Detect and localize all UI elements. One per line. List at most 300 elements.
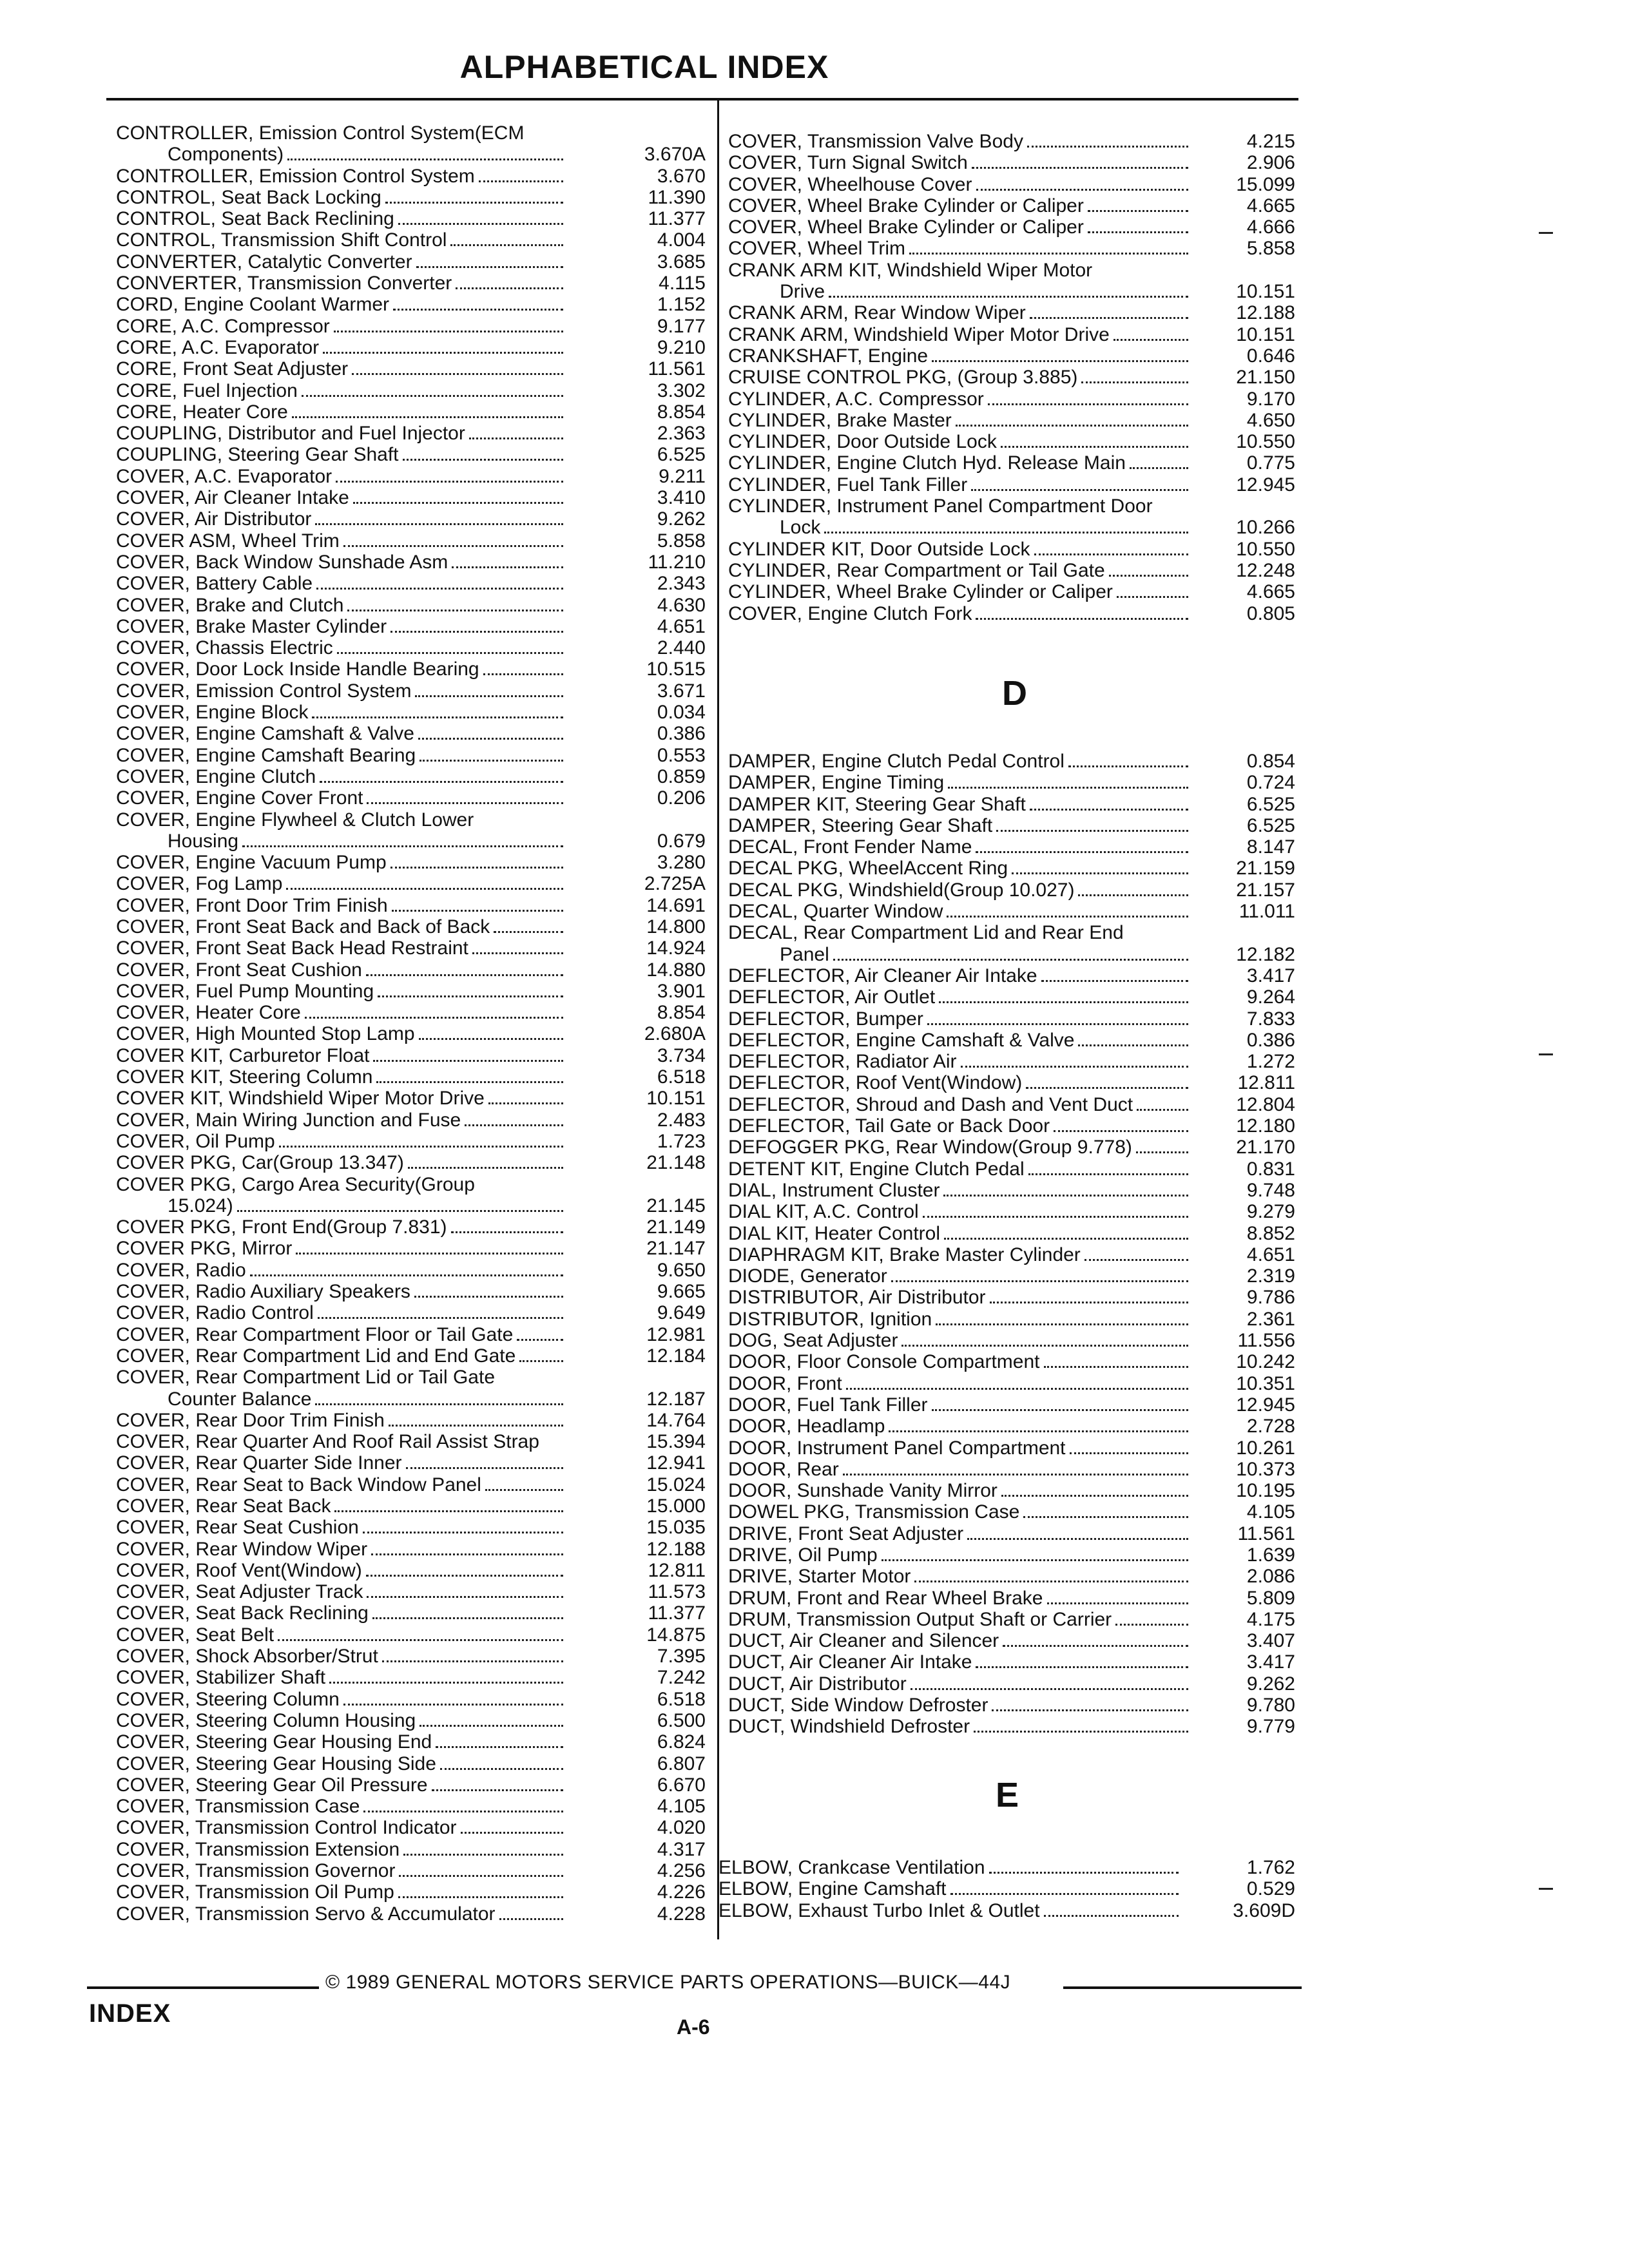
entry-name: DEFOGGER PKG, Rear Window(Group 9.778) [728,1137,1132,1158]
index-entry [116,1624,709,1646]
dot-leader [373,1046,563,1062]
page-reference: 2.361 [1246,1308,1295,1330]
dot-leader [279,1131,563,1148]
dot-leader [312,702,563,718]
page-reference: 11.390 [648,186,706,208]
index-entry [116,1881,709,1903]
index-entry [116,1731,709,1753]
page-reference: 0.859 [657,765,706,787]
entry-name: COVER, Transmission Control Indicator [116,1817,457,1839]
index-entry [116,530,709,552]
index-entry [116,273,709,294]
index-entry [116,1260,709,1281]
dot-leader [318,1303,563,1319]
page-reference: 1.639 [1246,1544,1295,1566]
index-entry [116,1753,709,1774]
dot-leader [367,788,563,804]
index-entry [728,581,1295,602]
entry-name: COVER, Radio [116,1259,246,1281]
page-reference: 10.261 [1236,1437,1295,1459]
entry-name: COVER, Brake Master Cylinder [116,615,387,637]
dot-leader [961,1052,1188,1068]
page-reference: 9.748 [1246,1179,1295,1201]
page-reference: 0.206 [657,787,706,809]
page-reference: 4.630 [657,594,706,616]
page-reference: 11.377 [648,208,706,230]
dot-leader [1115,1610,1188,1626]
dot-leader [976,175,1189,191]
entry-name: COVER, Radio Control [116,1302,314,1324]
page-reference: 9.177 [657,315,706,337]
entry-name: DUCT, Windshield Defroster [728,1716,970,1738]
page-reference: 9.211 [659,465,706,487]
index-entry [116,487,709,508]
index-entry [728,1416,1295,1437]
index-entry [728,367,1295,388]
page-reference: 21.170 [1236,1137,1295,1158]
entry-name: COVER, Transmission Governor [116,1860,396,1882]
page-reference: 5.809 [1246,1587,1295,1609]
dot-leader [1041,966,1188,982]
entry-name: DRIVE, Oil Pump [728,1544,878,1566]
dot-leader [316,573,563,590]
page-reference: 6.525 [1246,814,1295,836]
entry-name: COVER, Transmission Servo & Accumulator [116,1903,496,1925]
index-entry [116,1152,709,1173]
entry-name: DISTRIBUTOR, Air Distributor [728,1287,986,1309]
entry-name-continued: Lock [780,517,821,539]
page-reference: 10.195 [1236,1480,1295,1502]
index-entry [116,1495,709,1517]
dot-leader [389,1410,563,1427]
right-column-e-entries [718,1857,1295,1921]
dot-leader [1047,1588,1189,1604]
page-reference: 12.184 [646,1345,706,1367]
dot-leader [1070,1438,1188,1454]
index-entry [116,1066,709,1088]
index-entry [116,1281,709,1302]
dot-leader [334,1496,563,1512]
entry-name-continued: Counter Balance [168,1388,312,1410]
index-entry [728,751,1295,772]
entry-name: CYLINDER, Rear Compartment or Tail Gate [728,559,1105,581]
index-entry [116,937,709,959]
dot-leader [499,1904,563,1920]
entry-name: DAMPER, Engine Clutch Pedal Control [728,751,1065,772]
dot-leader [237,1196,563,1212]
index-entry [728,1630,1295,1651]
page-reference: 6.525 [1246,793,1295,815]
entry-name: DIODE, Generator [728,1265,887,1287]
entry-name: DEFLECTOR, Roof Vent(Window) [728,1072,1023,1094]
page-reference: 2.725A [644,873,706,895]
page-reference: 0.679 [657,830,706,852]
entry-name: DOG, Seat Adjuster [728,1330,898,1352]
entry-name: DEFLECTOR, Radiator Air [728,1051,957,1073]
dot-leader [242,831,563,847]
page-reference: 11.573 [648,1581,706,1603]
dot-leader [399,1861,563,1877]
entry-name: DEFLECTOR, Air Cleaner Air Intake [728,965,1037,986]
index-entry [116,809,709,852]
entry-name: COVER, Wheel Trim [728,238,906,260]
entry-name: COVER PKG, Car(Group 13.347) [116,1152,404,1174]
dot-leader [517,1325,563,1341]
entry-name: COVER, A.C. Evaporator [116,465,333,487]
index-entry [116,444,709,465]
page-reference: 3.280 [657,852,706,874]
entry-name: DEFLECTOR, Bumper [728,1008,923,1030]
page-reference: 6.670 [657,1774,706,1796]
index-entry [728,1695,1295,1716]
index-entry [116,1602,709,1624]
entry-name: CORE, Fuel Injection [116,380,298,401]
entry-name: COVER, Wheel Brake Cylinder or Caliper [728,195,1084,216]
dot-leader [393,294,563,311]
entry-name: DEFLECTOR, Tail Gate or Back Door [728,1115,1050,1137]
entry-name: COVER, Seat Belt [116,1624,275,1646]
dot-leader [385,187,563,204]
index-entry [728,1673,1295,1695]
page-reference: 9.780 [1246,1695,1295,1716]
entry-name: COVER PKG, Mirror [116,1238,293,1260]
dot-leader [278,1625,563,1641]
dot-leader [1034,539,1188,555]
index-entry [116,1088,709,1109]
dot-leader [944,1224,1188,1240]
index-entry [116,316,709,337]
entry-name: DEFLECTOR, Engine Camshaft & Valve [728,1029,1075,1051]
dot-leader [363,1796,563,1812]
entry-name: COVER, Air Cleaner Intake [116,487,349,509]
entry-name: DECAL, Quarter Window [728,901,943,923]
footer-rule-right [1063,1986,1302,1989]
index-entry [728,1330,1295,1351]
dot-leader [1130,453,1188,469]
entry-name: COVER, High Mounted Stop Lamp [116,1023,415,1045]
dot-leader [948,773,1188,789]
margin-dash [1539,1888,1553,1890]
dot-leader [432,1775,563,1791]
entry-name: COVER, Emission Control System [116,680,412,702]
entry-name-continued: 15.024) [168,1195,233,1216]
page-reference: 21.145 [646,1195,706,1216]
dot-leader [1028,1159,1188,1175]
entry-name: COVER, Transmission Extension [116,1838,400,1860]
entry-name: COVER, Front Seat Cushion [116,959,362,981]
entry-name: CORE, A.C. Compressor [116,315,330,337]
page-reference: 3.417 [1246,965,1295,986]
index-entry [728,1051,1295,1072]
dot-leader [398,1882,563,1898]
index-entry [728,836,1295,858]
page-reference: 2.440 [657,637,706,659]
index-entry [728,1588,1295,1609]
index-entry [116,380,709,401]
entry-name: CORD, Engine Coolant Warmer [116,294,390,316]
index-entry [116,337,709,358]
page-reference: 21.148 [646,1152,706,1174]
page-reference: 4.020 [657,1817,706,1839]
entry-name: DETENT KIT, Engine Clutch Pedal [728,1158,1025,1180]
page-reference: 2.319 [1246,1265,1295,1287]
dot-leader [1044,1901,1179,1917]
dot-leader [472,938,563,954]
page-reference: 9.786 [1246,1287,1295,1309]
page-reference: 21.159 [1236,858,1295,879]
page-reference: 12.945 [1236,1394,1295,1416]
dot-leader [1068,751,1188,767]
entry-name: DISTRIBUTOR, Ignition [728,1308,932,1330]
index-entry [728,901,1295,922]
entry-name: COVER, Steering Column [116,1688,340,1710]
page-reference: 12.182 [1236,943,1295,965]
dot-leader [390,617,563,633]
index-entry [728,1501,1295,1523]
page-reference: 4.215 [1246,131,1295,152]
index-entry [116,552,709,573]
page-reference: 14.764 [646,1409,706,1431]
entry-name: COVER, Seat Back Reclining [116,1602,369,1624]
index-entry [728,216,1295,238]
index-entry [728,1459,1295,1480]
index-entry [116,702,709,723]
dot-leader [843,1459,1188,1475]
dot-leader [378,981,563,997]
dot-leader [296,1238,563,1254]
entry-name: CYLINDER, Wheel Brake Cylinder or Caliper [728,581,1113,603]
index-entry [116,358,709,380]
page-reference: 0.831 [1246,1158,1295,1180]
dot-leader [1113,325,1188,341]
page-reference: 9.262 [657,508,706,530]
page-reference: 6.824 [657,1731,706,1753]
entry-name: DUCT, Side Window Defroster [728,1695,988,1716]
entry-name: COVER, Engine Camshaft & Valve [116,723,414,745]
footer-rule-left [87,1986,319,1989]
entry-name: CYLINDER, Instrument Panel Compartment Door [728,495,1153,517]
page-reference: 14.800 [646,916,706,937]
page-reference: 21.147 [646,1238,706,1260]
entry-name: COVER, Chassis Electric [116,637,333,659]
index-entry [116,1560,709,1581]
dot-leader [416,252,563,268]
page-reference: 12.981 [646,1323,706,1345]
dot-leader [469,423,563,439]
entry-name: COVER, Rear Compartment Lid or Tail Gate [116,1367,496,1389]
page-reference: 3.417 [1246,1651,1295,1673]
entry-name: DAMPER, Engine Timing [728,772,945,794]
dot-leader [901,1331,1188,1347]
dot-leader [1088,217,1188,233]
dot-leader [1088,196,1188,212]
entry-name: DOOR, Headlamp [728,1416,885,1437]
entry-name: COVER, Main Wiring Junction and Fuse [116,1109,461,1131]
page-reference: 14.924 [646,937,706,959]
entry-name: CONVERTER, Catalytic Converter [116,251,412,273]
page-reference: 4.666 [1246,216,1295,238]
page-reference: 2.483 [657,1109,706,1131]
dot-leader [366,1561,563,1577]
entry-name: COVER, Heater Core [116,1002,301,1024]
index-entry [116,616,709,637]
dot-leader [932,1395,1188,1411]
entry-name: CORE, Heater Core [116,401,288,423]
entry-name: COVER, Steering Gear Oil Pressure [116,1774,428,1796]
header-rule [106,98,1298,101]
page-reference: 14.691 [646,894,706,916]
entry-name: DEFLECTOR, Shroud and Dash and Vent Duct [728,1093,1133,1115]
page-reference: 2.906 [1246,152,1295,174]
page-reference: 9.649 [657,1302,706,1324]
entry-name: COVER, Wheel Brake Cylinder or Caliper [728,216,1084,238]
index-entry [116,508,709,530]
dot-leader [419,745,563,762]
dot-leader [352,359,563,375]
dot-leader [971,475,1188,491]
index-entry [728,965,1295,986]
page-reference: 12.945 [1236,474,1295,495]
dot-leader [846,1374,1188,1390]
entry-name: CONVERTER, Transmission Converter [116,273,452,294]
page-reference: 10.151 [646,1088,706,1110]
dot-leader [889,1416,1188,1432]
index-entry [728,1158,1295,1180]
index-entry [116,122,709,166]
page-title: ALPHABETICAL INDEX [459,49,829,85]
entry-name: COVER, Shock Absorber/Strut [116,1646,378,1667]
page-reference: 9.779 [1246,1716,1295,1738]
entry-name: CORE, A.C. Evaporator [116,336,320,358]
margin-dash [1539,1053,1553,1055]
dot-leader [418,724,563,740]
index-entry [116,1367,709,1410]
index-entry [116,873,709,894]
entry-name: COVER, Engine Clutch Fork [728,602,972,624]
page-reference: 6.518 [657,1688,706,1710]
dot-leader [376,1067,563,1083]
page-reference: 8.852 [1246,1222,1295,1244]
index-entry [116,1045,709,1066]
dot-leader [488,1088,563,1104]
dot-leader [1136,1137,1188,1153]
page-reference: 8.854 [657,1002,706,1024]
page-reference: 3.407 [1246,1630,1295,1652]
index-entry [116,166,709,187]
entry-name: COVER, Transmission Oil Pump [116,1881,394,1903]
page-reference: 3.670 [657,165,706,187]
index-entry [116,1431,709,1452]
entry-name: COVER, Front Door Trim Finish [116,894,388,916]
page-reference: 9.210 [657,336,706,358]
index-entry [728,431,1295,452]
dot-leader [927,1009,1188,1025]
index-entry [116,1667,709,1688]
dot-leader [976,837,1188,853]
dot-leader [403,445,563,461]
dot-leader [932,346,1188,362]
entry-name: COVER, Engine Flywheel & Clutch Lower [116,809,474,831]
entry-name: COVER, Transmission Case [116,1796,360,1818]
dot-leader [450,230,563,246]
page-reference: 3.685 [657,251,706,273]
index-entry [116,916,709,937]
margin-dash [1539,232,1553,234]
index-entry [728,772,1295,793]
index-entry [116,1452,709,1474]
page-reference: 5.858 [657,530,706,552]
entry-name: COVER, Engine Block [116,702,309,724]
index-entry [116,423,709,444]
page-reference: 0.854 [1246,751,1295,772]
index-entry [728,1201,1295,1222]
page-number: A-6 [677,2015,710,2039]
entry-name: DOOR, Rear [728,1458,839,1480]
dot-leader [1012,858,1188,874]
dot-leader [451,1217,563,1233]
index-entry [116,1131,709,1152]
right-column-c-entries [728,131,1295,624]
entry-name: ELBOW, Crankcase Ventilation [718,1857,985,1878]
entry-name: COVER, Fog Lamp [116,873,283,895]
index-entry [728,345,1295,367]
dot-leader [992,1695,1188,1711]
right-column-d-entries [728,751,1295,1738]
dot-leader [343,1689,563,1706]
index-entry [116,959,709,981]
entry-name: DOOR, Instrument Panel Compartment [728,1437,1066,1459]
dot-leader [250,1260,563,1276]
entry-name: DOOR, Floor Console Compartment [728,1351,1040,1373]
dot-leader [1081,367,1188,383]
page-reference: 0.386 [1246,1029,1295,1051]
entry-name: DECAL PKG, Windshield(Group 10.027) [728,879,1075,901]
entry-name: COVER, Seat Adjuster Track [116,1581,363,1603]
entry-name: CRANK ARM, Windshield Wiper Motor Drive [728,323,1110,345]
index-entry [728,1244,1295,1265]
page-reference: 3.410 [657,487,706,509]
page-reference: 8.147 [1246,836,1295,858]
index-entry [116,1689,709,1710]
dot-leader [914,1566,1188,1582]
index-entry [728,1351,1295,1372]
index-entry [728,1094,1295,1115]
column-divider [717,100,719,1939]
index-entry [728,815,1295,836]
dot-leader [519,1346,563,1362]
index-entry [728,495,1295,539]
dot-leader [1078,1030,1188,1046]
page-reference: 1.723 [657,1130,706,1152]
index-entry [718,1878,1295,1899]
index-entry [116,229,709,251]
entry-name: COUPLING, Distributor and Fuel Injector [116,423,465,445]
index-entry [728,1030,1295,1051]
page-reference: 12.811 [1237,1072,1295,1094]
index-entry [728,302,1295,323]
page-reference: 0.529 [1246,1878,1295,1900]
copyright-text: © 1989 GENERAL MOTORS SERVICE PARTS OPERATIONS—BUICK—44J [325,1972,1011,1993]
entry-name: DOOR, Fuel Tank Filler [728,1394,928,1416]
entry-name: DECAL, Front Fender Name [728,836,972,858]
entry-name: COVER, Front Seat Back Head Restraint [116,937,468,959]
section-letter-d: D [1002,674,1027,713]
dot-leader [452,552,563,568]
dot-leader [483,659,563,675]
dot-leader [406,1453,563,1469]
index-entry [728,1287,1295,1308]
index-entry [116,1410,709,1431]
